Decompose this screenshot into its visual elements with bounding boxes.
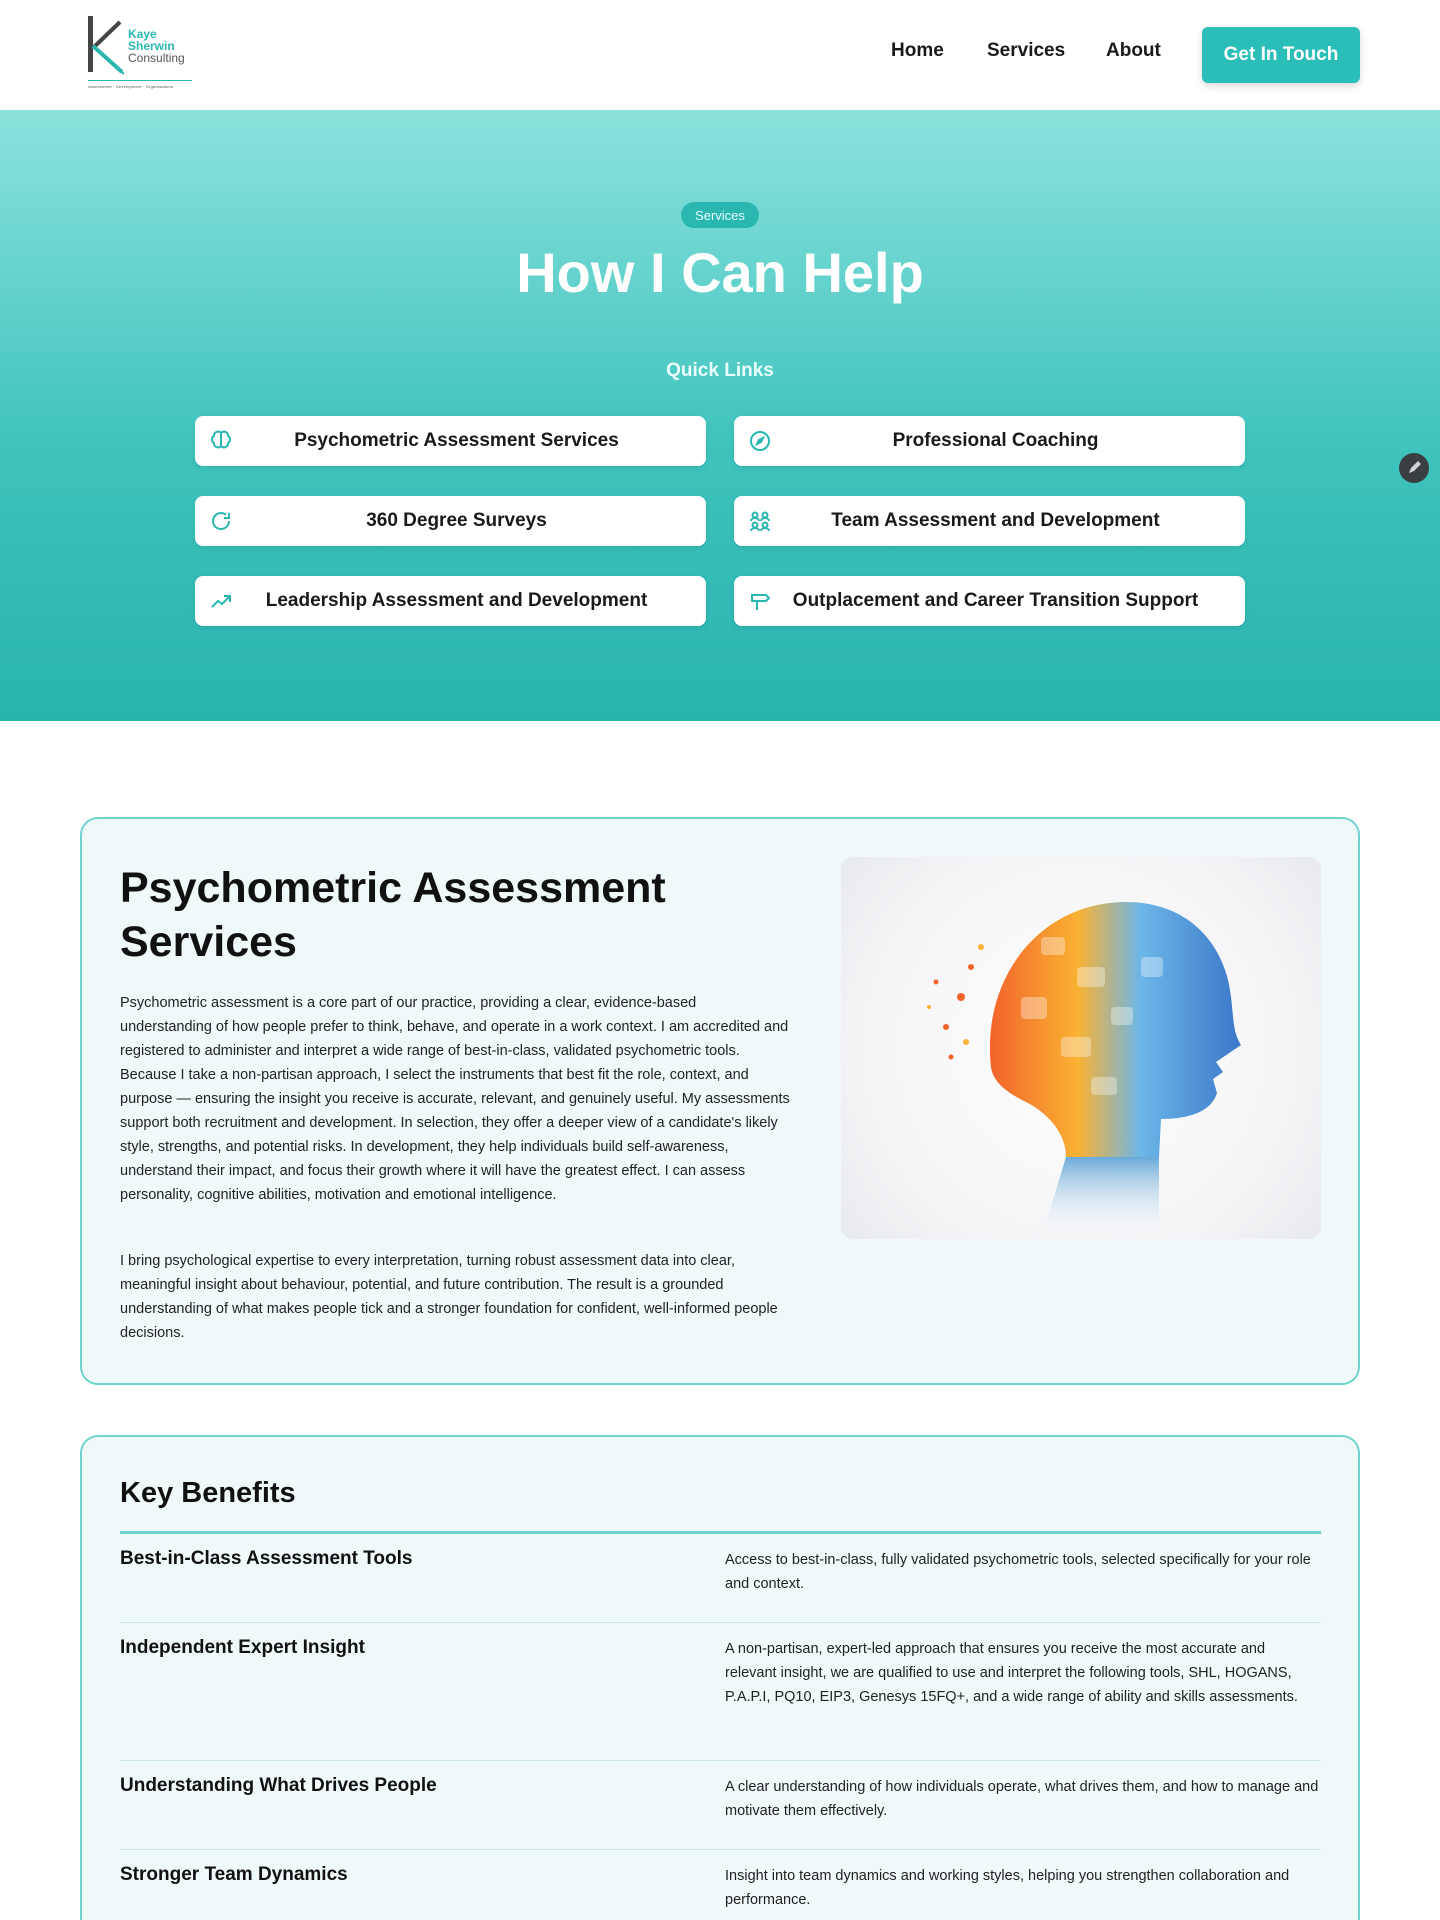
- key-benefits-title: Key Benefits: [120, 1477, 296, 1509]
- key-benefits-card: [80, 1435, 1360, 1920]
- logo-k-mark: [86, 16, 126, 76]
- head-profile-graphic: [841, 857, 1321, 1239]
- service-paragraph-2: I bring psychological expertise to every interpretation, turning robust assessment data into clear, meaningful insight about behaviour, potential, and future contribution. The result is a grounded understanding of what makes people tick and a stronger foundation for confident, well-informed people decisions.: [120, 1253, 778, 1341]
- trending-up-icon: [209, 589, 233, 613]
- page-title: How I Can Help: [516, 241, 924, 304]
- quick-link-label: Outplacement and Career Transition Support: [792, 590, 1199, 611]
- benefit-row: [120, 1761, 1321, 1850]
- benefit-row: [120, 1534, 1321, 1623]
- benefit-name: Best-in-Class Assessment Tools: [120, 1548, 413, 1569]
- quick-link-leadership[interactable]: [195, 576, 706, 626]
- quick-link-outplacement[interactable]: [734, 576, 1245, 626]
- quick-link-label: Psychometric Assessment Services: [294, 430, 619, 451]
- get-in-touch-button[interactable]: Get In Touch: [1202, 27, 1360, 83]
- brand-name-line3: Consulting: [128, 51, 185, 65]
- brand-name-line1: Kaye: [128, 27, 157, 41]
- nav-home-link[interactable]: Home: [891, 40, 944, 61]
- pencil-icon: [1399, 453, 1429, 483]
- brand-name-line2: Sherwin: [128, 39, 175, 53]
- quick-link-label: 360 Degree Surveys: [366, 510, 547, 531]
- benefit-name: Stronger Team Dynamics: [120, 1864, 348, 1885]
- benefit-row: [120, 1623, 1321, 1761]
- signpost-icon: [748, 589, 772, 613]
- hero-section: [0, 110, 1440, 721]
- nav-about-link[interactable]: About: [1106, 40, 1161, 61]
- edit-button[interactable]: [1399, 453, 1429, 483]
- benefit-name: Understanding What Drives People: [120, 1775, 437, 1796]
- benefit-row: [120, 1850, 1321, 1920]
- quick-link-label: Professional Coaching: [892, 430, 1099, 451]
- quick-links-heading: Quick Links: [666, 360, 774, 381]
- team-icon: [748, 509, 772, 533]
- quick-link-team[interactable]: [734, 496, 1245, 546]
- service-card: [80, 817, 1360, 1385]
- benefit-name: Independent Expert Insight: [120, 1637, 365, 1658]
- compass-icon: [748, 429, 772, 453]
- service-paragraph-1: Psychometric assessment is a core part of our practice, providing a clear, evidence-based understanding of how people prefer to think, behave, and operate in a work context. I am accredited and registered to administer and interpret a wide range of best-in-class, validated psychometric tools. Because I take a non-partisan approach, I select the instruments that best fit the role, context, and purpose — ensuring the insight you receive is accurate, relevant, and genuinely useful. My assessments support both recruitment and development. In selection, they offer a deeper view of a candidate's likely style, strengths, and potential risks. In development, they help individuals build self-awareness, understand their impact, and focus their growth where it will have the greatest effect. I can assess personality, cognitive abilities, motivation and emotional intelligence.: [120, 995, 790, 1203]
- benefit-description: A non-partisan, expert-led approach that ensures you receive the most accurate and relevant insight, we are qualified to use and interpret the following tools, SHL, HOGANS, P.A.P.I, PQ10, EIP3, Genesys 15FQ+, and a wide range of ability and skills assessments.: [725, 1641, 1298, 1705]
- brand-tagline: Assessment · Development · Organisations: [88, 80, 192, 89]
- refresh-icon: [209, 509, 233, 533]
- quick-link-label: Team Assessment and Development: [831, 510, 1160, 531]
- nav-services-link[interactable]: Services: [987, 40, 1066, 61]
- quick-link-coaching[interactable]: [734, 416, 1245, 466]
- brand-logo[interactable]: [86, 14, 194, 94]
- colorful-head-illustration: [841, 857, 1321, 1239]
- section-pill: Services: [681, 202, 759, 228]
- brand-name: [128, 28, 185, 64]
- benefit-description: Access to best-in-class, fully validated psychometric tools, selected specifically for your role and context.: [725, 1552, 1311, 1592]
- site-header: [0, 0, 1440, 110]
- brain-icon: [209, 429, 233, 453]
- quick-link-360-surveys[interactable]: [195, 496, 706, 546]
- service-title: Psychometric Assessment Services: [120, 864, 666, 966]
- benefit-description: Insight into team dynamics and working styles, helping you strengthen collaboration and performance.: [725, 1868, 1290, 1908]
- benefit-description: A clear understanding of how individuals operate, what drives them, and how to manage and motivate them effectively.: [725, 1779, 1319, 1819]
- quick-link-label: Leadership Assessment and Development: [265, 590, 648, 611]
- quick-link-psychometric[interactable]: [195, 416, 706, 466]
